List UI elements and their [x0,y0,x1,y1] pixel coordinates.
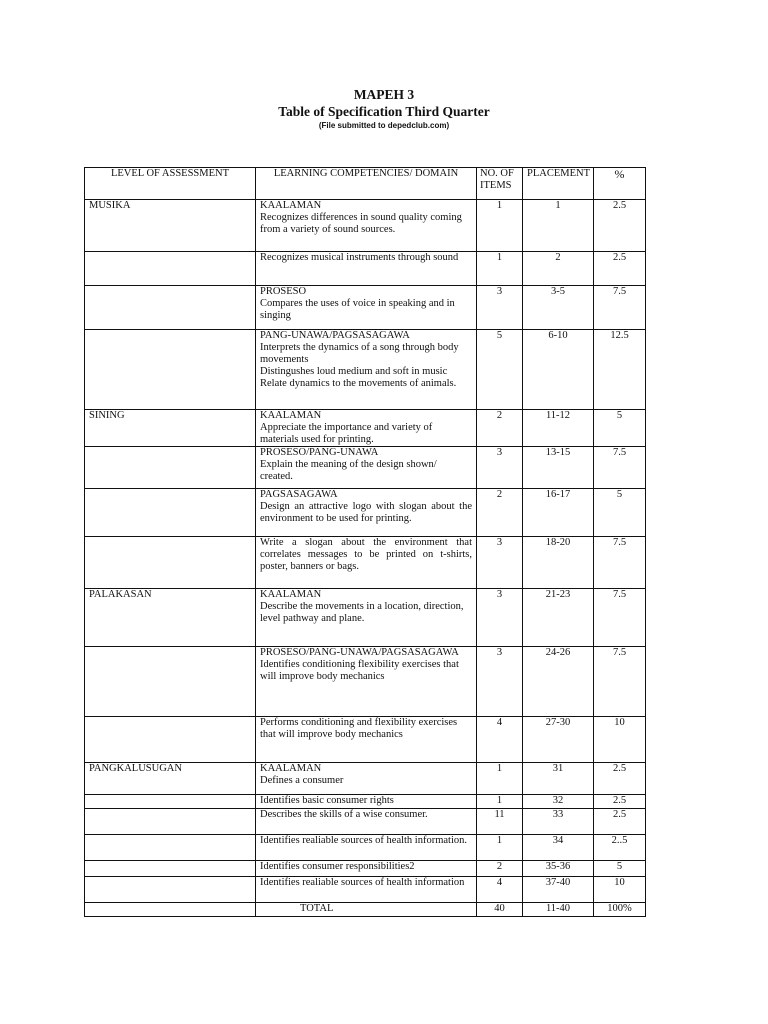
row-items: 1 [477,200,523,252]
table-row [85,447,646,489]
column-header-competencies: LEARNING COMPETENCIES/ DOMAIN [256,168,477,200]
competency-text: PROSESO/PANG-UNAWA/PAGSASAGAWA [260,647,459,658]
row-percent: 7.5 [594,537,646,589]
row-level-cell [85,835,256,861]
competency-text: Identifies conditioning flexibility exercises that will improve body mechanics [260,659,459,682]
row-items: 1 [477,763,523,795]
row-placement: 11-12 [523,410,594,447]
competency-text: Recognizes musical instruments through sound [260,252,459,263]
row-items: 3 [477,537,523,589]
competency-text: Identifies realiable sources of health information [260,877,465,888]
row-level-cell [85,447,256,489]
row-placement: 33 [523,809,594,835]
row-items: 11 [477,809,523,835]
row-placement: 6-10 [523,330,594,410]
row-competency-cell [256,286,477,330]
competency-text: PANG-UNAWA/PAGSASAGAWA [260,330,410,341]
row-competency-cell [256,589,477,647]
row-placement: 24-26 [523,647,594,717]
row-level-cell: PANGKALUSUGAN [85,763,256,795]
row-competency-cell [256,489,477,537]
column-header-placement: PLACEMENT [523,168,594,200]
row-placement: 32 [523,795,594,809]
total-items: 40 [477,903,523,917]
row-percent: 10 [594,877,646,903]
total-level-cell [85,903,256,917]
row-competency-cell [256,537,477,589]
total-label: TOTAL [300,903,334,914]
table-row [85,809,646,835]
competency-text: Explain the meaning of the design shown/ created. [260,459,437,482]
competency-text: Recognizes differences in sound quality coming from a variety of sound sources. [260,212,462,235]
table-row [85,647,646,717]
row-placement: 3-5 [523,286,594,330]
competency-text: Performs conditioning and flexibility exercises that will improve body mechanics [260,717,458,740]
row-competency-cell [256,447,477,489]
row-level-cell [85,717,256,763]
row-items: 3 [477,447,523,489]
row-placement: 21-23 [523,589,594,647]
row-percent: 7.5 [594,589,646,647]
row-competency-cell [256,647,477,717]
table-row [85,835,646,861]
row-items: 3 [477,647,523,717]
row-placement: 1 [523,200,594,252]
row-percent: 12.5 [594,330,646,410]
row-items: 1 [477,795,523,809]
row-percent: 7.5 [594,647,646,717]
row-competency-cell [256,809,477,835]
competency-text: Write a slogan about the environment that correlates messages to be printed on t-shirts, poster, banners or bags. [260,537,472,572]
table-row [85,537,646,589]
competency-text: Design an attractive logo with slogan about the environment to be used for printing. [260,501,472,524]
row-competency-cell [256,835,477,861]
table-row [85,489,646,537]
row-level-cell [85,861,256,877]
row-placement: 37-40 [523,877,594,903]
competency-text: Defines a consumer [260,775,344,786]
row-placement: 18-20 [523,537,594,589]
document-header [0,86,768,131]
row-percent: 2.5 [594,763,646,795]
row-placement: 2 [523,252,594,286]
row-competency-cell [256,410,477,447]
competency-text: KAALAMAN [260,589,322,600]
competency-text: PAGSASAGAWA [260,489,338,500]
row-level-cell [85,252,256,286]
total-label-cell [256,903,477,917]
row-percent: 2.5 [594,252,646,286]
row-competency-cell [256,252,477,286]
table-header-row [85,168,646,200]
row-percent: 2.5 [594,200,646,252]
row-percent: 7.5 [594,447,646,489]
row-competency-cell [256,861,477,877]
competency-text: PROSESO [260,286,307,297]
table-row [85,286,646,330]
row-level-cell [85,809,256,835]
document-title: MAPEH 3 [353,87,415,102]
row-items: 2 [477,489,523,537]
row-placement: 31 [523,763,594,795]
row-items: 1 [477,835,523,861]
document-subtitle: Table of Specification Third Quarter [278,104,490,119]
table-row [85,861,646,877]
row-competency-cell [256,763,477,795]
column-header-items: NO. OF ITEMS [477,168,523,200]
row-percent: 5 [594,861,646,877]
row-competency-cell [256,877,477,903]
total-row [85,903,646,917]
row-placement: 16-17 [523,489,594,537]
competency-text: Describes the skills of a wise consumer. [260,809,428,820]
row-percent: 7.5 [594,286,646,330]
table-row [85,410,646,447]
row-items: 3 [477,589,523,647]
total-placement: 11-40 [523,903,594,917]
row-placement: 13-15 [523,447,594,489]
row-placement: 27-30 [523,717,594,763]
competency-text: Identifies consumer responsibilities2 [260,861,415,872]
table-row [85,330,646,410]
competency-text: Distingushes loud medium and soft in music [260,366,448,377]
row-percent: 2..5 [594,835,646,861]
row-items: 2 [477,861,523,877]
total-percent: 100% [594,903,646,917]
row-level-cell [85,647,256,717]
row-level-cell [85,489,256,537]
row-percent: 5 [594,489,646,537]
competency-text: Interprets the dynamics of a song through body movements [260,342,459,365]
specification-table [84,167,646,917]
row-competency-cell [256,330,477,410]
competency-text: Appreciate the importance and variety of materials used for printing. [260,422,433,445]
row-items: 2 [477,410,523,447]
competency-text: KAALAMAN [260,200,322,211]
table-row [85,717,646,763]
table-body [85,200,646,903]
row-percent: 2.5 [594,809,646,835]
row-level-cell: PALAKASAN [85,589,256,647]
competency-text: Identifies basic consumer rights [260,795,394,806]
column-header-level: LEVEL OF ASSESSMENT [85,168,256,200]
row-level-cell: MUSIKA [85,200,256,252]
competency-text: PROSESO/PANG-UNAWA [260,447,379,458]
row-placement: 34 [523,835,594,861]
row-percent: 5 [594,410,646,447]
row-items: 4 [477,717,523,763]
row-competency-cell [256,200,477,252]
row-level-cell [85,795,256,809]
competency-text: KAALAMAN [260,763,322,774]
row-level-cell [85,537,256,589]
table-row [85,589,646,647]
row-placement: 35-36 [523,861,594,877]
row-competency-cell [256,717,477,763]
competency-text: Relate dynamics to the movements of animals. [260,378,457,389]
row-items: 1 [477,252,523,286]
row-percent: 2.5 [594,795,646,809]
competency-text: Describe the movements in a location, direction, level pathway and plane. [260,601,464,624]
row-percent: 10 [594,717,646,763]
row-items: 4 [477,877,523,903]
table-row [85,763,646,795]
table-row [85,877,646,903]
competency-text: Compares the uses of voice in speaking and in singing [260,298,455,321]
row-competency-cell [256,795,477,809]
row-level-cell: SINING [85,410,256,447]
row-level-cell [85,330,256,410]
table-row [85,252,646,286]
row-level-cell [85,286,256,330]
source-note: (File submitted to depedclub.com) [318,121,450,130]
row-items: 3 [477,286,523,330]
column-header-percent: % [594,168,646,200]
competency-text: KAALAMAN [260,410,322,421]
row-level-cell [85,877,256,903]
table-row [85,795,646,809]
row-items: 5 [477,330,523,410]
table-row [85,200,646,252]
competency-text: Identifies realiable sources of health information. [260,835,468,846]
